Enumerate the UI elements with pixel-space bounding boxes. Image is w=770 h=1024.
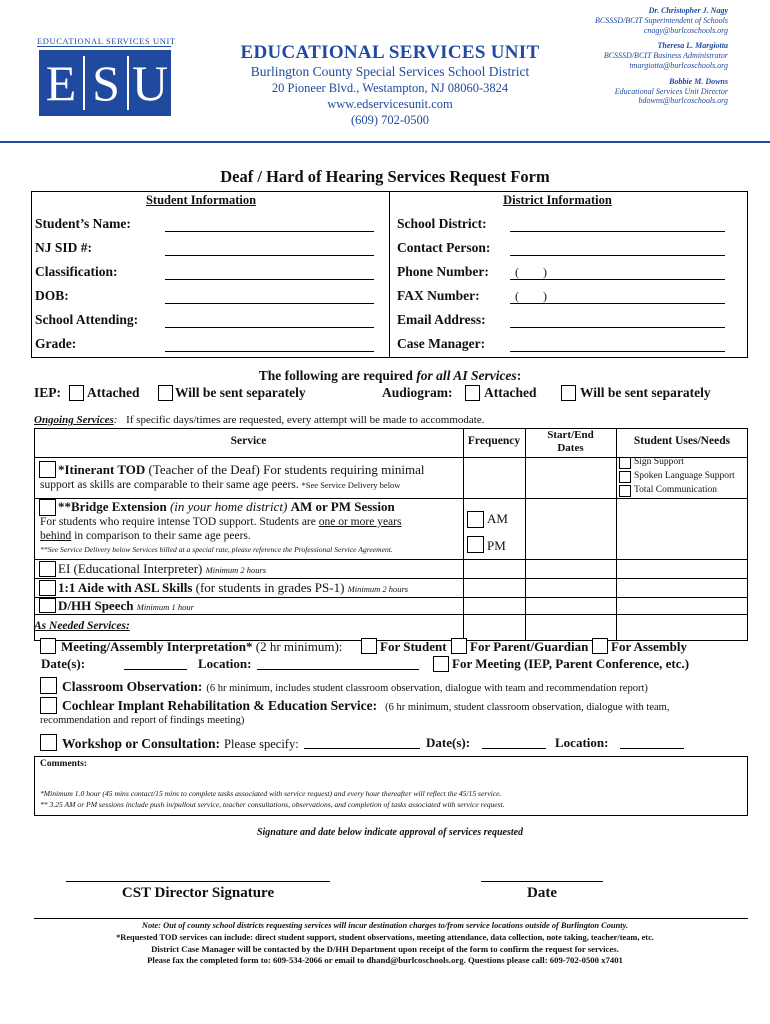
meeting-dates-label: Date(s):: [41, 656, 86, 671]
bridge-line-3: behind in comparison to their same age peers.: [40, 530, 251, 542]
observation-line: Classroom Observation: (6 hr minimum, includes student classroom observation, dialogue with team and recommendation report): [62, 679, 648, 694]
dob-label: DOB:: [35, 288, 69, 303]
workshop-checkbox[interactable]: [40, 734, 57, 751]
footer-line-3: District Case Manager will be contacted by the D/HH Department upon receipt of the form to confirm the request for services.: [151, 944, 619, 954]
bridge-line-1: **Bridge Extension (in your home district) AM or PM Session: [58, 499, 395, 514]
comments-note-2: ** 3.25 AM or PM sessions include push in/pullout service, teacher consultations, observations, and completion of tasks associated with service request.: [40, 800, 505, 809]
district-name: Burlington County Special Services School District: [250, 64, 530, 79]
iep-separately-checkbox[interactable]: [158, 385, 173, 401]
district-phone: (609) 702-0500: [350, 113, 430, 127]
logo-letter-u: U: [131, 55, 169, 111]
classification-field[interactable]: [165, 279, 374, 280]
total-communication-checkbox[interactable]: [619, 485, 631, 497]
staff-email-1[interactable]: cnagy@burlcoschools.org: [643, 25, 728, 35]
case-manager-field[interactable]: [510, 351, 725, 352]
workshop-specify-field[interactable]: [304, 748, 420, 749]
for-meeting-checkbox[interactable]: [433, 656, 449, 672]
meeting-location-label: Location:: [198, 656, 252, 671]
signature-note: Signature and date below indicate approval of services requested: [256, 827, 524, 838]
col-start-end: Start/End Dates: [547, 429, 594, 454]
footer-line-2: *Requested TOD services can include: direct student support, student observations, meeting attendance, data collection, note taking, teacher/team, etc.: [116, 933, 654, 942]
case-manager-label: Case Manager:: [397, 336, 486, 351]
staff-title-2: BCSSSD/BCIT Business Administrator: [603, 51, 728, 61]
classification-label: Classification:: [35, 264, 118, 279]
signature-date-field[interactable]: [481, 881, 603, 882]
col-student-uses: Student Uses/Needs: [633, 435, 731, 447]
dhh-speech-checkbox[interactable]: [39, 598, 56, 613]
audiogram-label: Audiogram:: [382, 385, 453, 400]
ei-line: EI (Educational Interpreter) Minimum 2 hours: [58, 561, 267, 576]
esu-logo: [35, 36, 175, 118]
ongoing-heading: Ongoing Services: If specific days/times are requested, every attempt will be made to accommodate.: [34, 414, 485, 426]
audiogram-attached-label: Attached: [484, 385, 537, 400]
observation-checkbox[interactable]: [40, 677, 57, 694]
student-info-heading: Student Information: [145, 193, 257, 207]
workshop-line: Workshop or Consultation: Please specify:: [62, 736, 299, 751]
workshop-location-label: Location:: [555, 735, 609, 750]
phone-open-paren: (: [515, 265, 519, 279]
spoken-language-label: Spoken Language Support: [634, 471, 735, 481]
audiogram-attached-checkbox[interactable]: [465, 385, 480, 401]
fax-number-label: FAX Number:: [397, 288, 480, 303]
comments-note-1: *Minimum 1.0 hour (45 mins contact/15 mins to complete tasks associated with service request) and every hour thereafter will reflect the 45/15 service.: [40, 789, 502, 798]
signature-date-label: Date: [527, 885, 557, 901]
workshop-dates-label: Date(s):: [426, 735, 471, 750]
phone-number-label: Phone Number:: [397, 264, 489, 279]
for-parent-label: For Parent/Guardian: [470, 639, 589, 654]
sign-support-label: Sign Support: [634, 457, 684, 467]
for-student-checkbox[interactable]: [361, 638, 377, 654]
footer-line-4: Please fax the completed form to: 609-534-2066 or email to dhand@burlcoschools.org. Questions please call: 609-702-0500 x7401: [147, 955, 623, 965]
bridge-note: **See Service Delivery below Services billed at a special rate, please reference the Professional Service Agreement.: [40, 545, 393, 554]
footer-line-1: Note: Out of county school districts requesting services will incur destination charges to/from service locations outside of Burlington County.: [141, 921, 629, 930]
email-address-label: Email Address:: [397, 312, 486, 327]
logo-caption: EDUCATIONAL SERVICES UNIT: [37, 36, 176, 46]
phone-close-paren: ): [543, 265, 547, 279]
cochlear-line: Cochlear Implant Rehabilitation & Education Service: (6 hr minimum, student classroom observation, dialogue with team,: [62, 698, 670, 713]
district-address: 20 Pioneer Blvd., Westampton, NJ 08060-3824: [271, 81, 509, 95]
school-district-label: School District:: [397, 216, 487, 231]
for-student-label: For Student: [380, 639, 447, 654]
itinerant-line-2: support as skills are comparable to their same age peers. *See Service Delivery below: [40, 479, 401, 491]
staff-title-1: BCSSSD/BCIT Superintendent of Schools: [595, 15, 728, 25]
workshop-location-field[interactable]: [620, 748, 684, 749]
logo-letter-e: E: [45, 55, 77, 111]
website-link[interactable]: www.edservicesunit.com: [327, 97, 453, 111]
am-checkbox[interactable]: [467, 511, 484, 528]
for-assembly-checkbox[interactable]: [592, 638, 608, 654]
dhh-speech-line: D/HH Speech Minimum 1 hour: [58, 598, 194, 613]
sign-support-checkbox[interactable]: [619, 457, 631, 469]
aide-line: 1:1 Aide with ASL Skills (for students in grades PS-1) Minimum 2 hours: [58, 580, 409, 595]
form-title: Deaf / Hard of Hearing Services Request Form: [220, 167, 550, 186]
staff-name-2: Theresa L. Margiotta: [657, 41, 728, 51]
meeting-location-field[interactable]: [257, 669, 419, 670]
staff-name-1: Dr. Christopher J. Nagy: [648, 6, 728, 15]
logo-letter-s: S: [92, 55, 120, 111]
contact-person-field[interactable]: [510, 255, 725, 256]
comments-label: Comments:: [40, 759, 87, 769]
meeting-title: Meeting/Assembly Interpretation* (2 hr minimum):: [61, 639, 343, 654]
pm-checkbox[interactable]: [467, 536, 484, 553]
pm-label: PM: [487, 538, 506, 553]
school-attending-label: School Attending:: [35, 312, 139, 327]
bridge-line-2: For students who require intense TOD support. Students are one or more years: [40, 516, 402, 528]
spoken-language-checkbox[interactable]: [619, 471, 631, 483]
nj-sid-field[interactable]: [165, 255, 374, 256]
director-signature-field[interactable]: [66, 881, 330, 882]
col-service: Service: [230, 435, 267, 447]
col-frequency: Frequency: [467, 435, 521, 447]
phone-number-field[interactable]: [510, 279, 725, 280]
audiogram-separately-label: Will be sent separately: [580, 385, 711, 400]
workshop-dates-field[interactable]: [482, 748, 546, 749]
bridge-checkbox[interactable]: [39, 499, 56, 516]
total-communication-label: Total Communication: [634, 485, 717, 495]
itinerant-line-1: *Itinerant TOD (Teacher of the Deaf) For students requiring minimal: [58, 462, 425, 477]
school-district-field[interactable]: [510, 231, 725, 232]
for-meeting-label: For Meeting (IEP, Parent Conference, etc.): [452, 656, 690, 671]
ei-checkbox[interactable]: [39, 561, 56, 577]
staff-email-3[interactable]: bdowns@burlcoschools.org: [638, 96, 728, 106]
itinerant-checkbox[interactable]: [39, 461, 56, 478]
aide-checkbox[interactable]: [39, 580, 56, 596]
student-name-label: Student’s Name:: [35, 216, 131, 231]
dob-field[interactable]: [165, 303, 374, 304]
for-parent-checkbox[interactable]: [451, 638, 467, 654]
am-label: AM: [487, 511, 508, 526]
meeting-dates-field[interactable]: [124, 669, 187, 670]
staff-name-3: Bobbie M. Downs: [669, 76, 728, 86]
nj-sid-label: NJ SID #:: [35, 240, 93, 255]
meeting-checkbox[interactable]: [40, 638, 56, 654]
school-attending-field[interactable]: [165, 327, 374, 328]
grade-label: Grade:: [35, 336, 77, 351]
student-name-field[interactable]: [165, 231, 374, 232]
org-name: EDUCATIONAL SERVICES UNIT: [240, 42, 540, 63]
contact-person-label: Contact Person:: [397, 240, 491, 255]
cochlear-checkbox[interactable]: [40, 697, 57, 714]
required-heading: The following are required for all AI Services:: [258, 368, 522, 383]
staff-email-2[interactable]: tmargiotta@burlcoschools.org: [629, 60, 728, 70]
audiogram-separately-checkbox[interactable]: [561, 385, 576, 401]
fax-open-paren: (: [515, 289, 519, 303]
as-needed-heading: As Needed Services:: [34, 620, 130, 632]
fax-number-field[interactable]: [510, 303, 725, 304]
fax-close-paren: ): [543, 289, 547, 303]
cochlear-line-2: recommendation and report of findings meeting): [40, 715, 245, 726]
iep-separately-label: Will be sent separately: [175, 385, 306, 400]
staff-directory: [520, 6, 728, 106]
staff-title-3: Educational Services Unit Director: [614, 86, 728, 96]
grade-field[interactable]: [165, 351, 374, 352]
iep-label: IEP:: [34, 385, 61, 400]
iep-attached-checkbox[interactable]: [69, 385, 84, 401]
email-address-field[interactable]: [510, 327, 725, 328]
director-signature-label: CST Director Signature: [121, 885, 275, 901]
district-info-heading: District Information: [503, 193, 612, 207]
iep-attached-label: Attached: [87, 385, 140, 400]
for-assembly-label: For Assembly: [611, 639, 687, 654]
